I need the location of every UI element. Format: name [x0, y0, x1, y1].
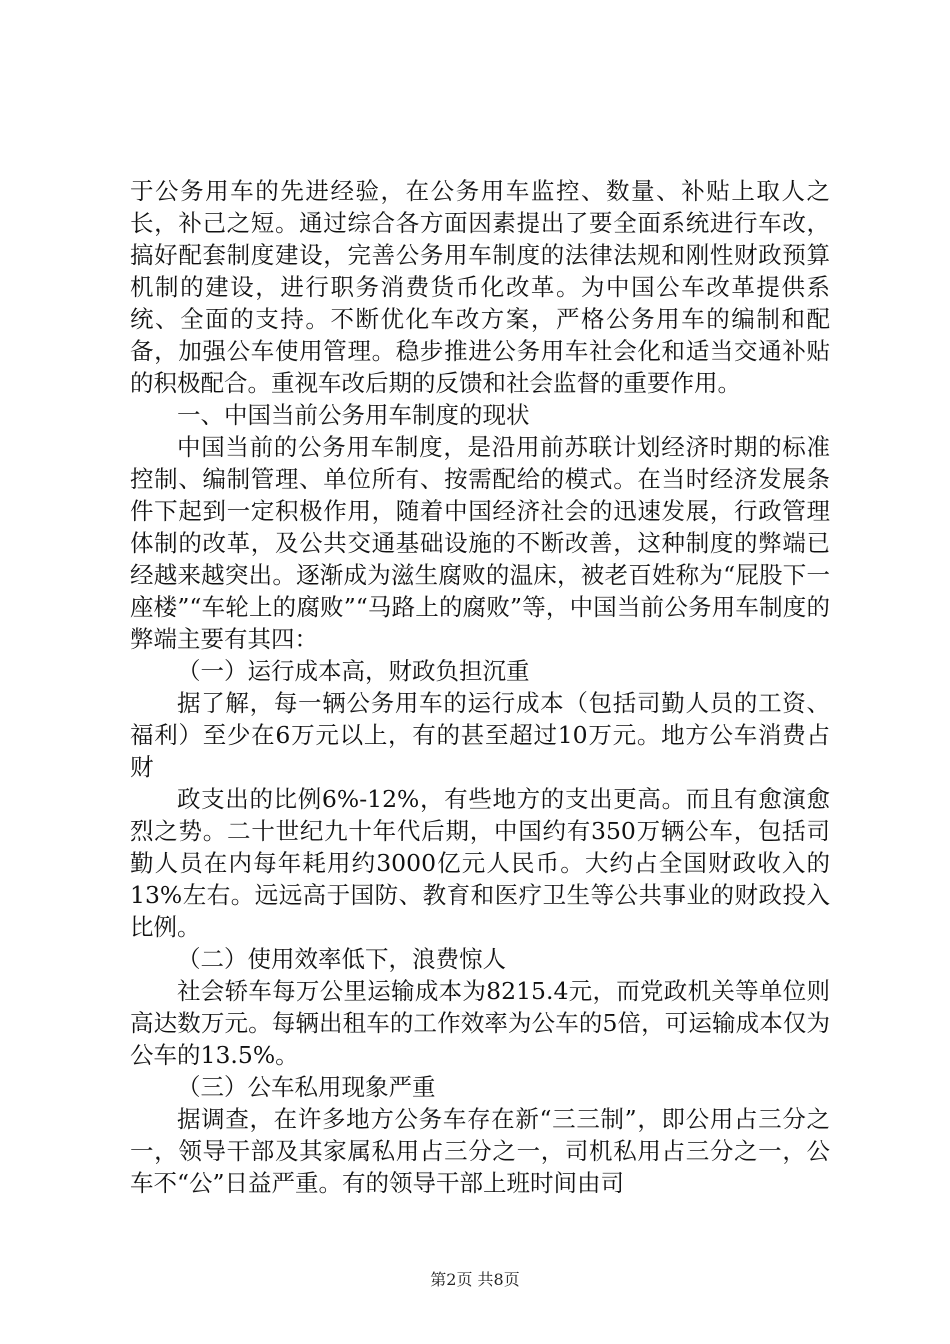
section-heading-status: 一、中国当前公务用车制度的现状: [177, 401, 530, 429]
subheading-low-efficiency: （二）使用效率低下，浪费惊人: [177, 945, 506, 973]
subheading-high-cost: （一）运行成本高，财政负担沉重: [177, 657, 530, 685]
subheading-private-use: （三）公车私用现象严重: [177, 1073, 436, 1101]
page-footer: 第2页 共8页: [430, 1270, 520, 1289]
paragraph-status: 中国当前的公务用车制度，是沿用前苏联计划经济时期的标准控制、编制管理、单位所有、按需配给的模式。在当时经济发展条件下起到一定积极作用，随着中国经济社会的迅速发展，行政管理体制的改革，及公共交通基础设施的不断改善，这种制度的弊端已经越来越突出。逐渐成为滋生腐败的温床，被老百姓称为“屁股下一座楼”“车轮上的腐败”“马路上的腐败”等，中国当前公务用车制度的弊端主要有其四：: [130, 433, 830, 653]
paragraph-cost-2: 政支出的比例6%-12%，有些地方的支出更高。而且有愈演愈烈之势。二十世纪九十年代后期，中国约有350万辆公车，包括司勤人员在内每年耗用约3000亿元人民币。大约占全国财政收入的13%左右。远远高于国防、教育和医疗卫生等公共事业的财政投入比例。: [130, 785, 830, 941]
document-body: [130, 175, 830, 1199]
paragraph-cost-1: 据了解，每一辆公务用车的运行成本（包括司勤人员的工资、福利）至少在6万元以上，有的甚至超过10万元。地方公车消费占财: [130, 689, 830, 781]
paragraph-intro: 于公务用车的先进经验，在公务用车监控、数量、补贴上取人之长，补己之短。通过综合各方面因素提出了要全面系统进行车改，搞好配套制度建设，完善公务用车制度的法律法规和刚性财政预算机制的建设，进行职务消费货币化改革。为中国公车改革提供系统、全面的支持。不断优化车改方案，严格公务用车的编制和配备，加强公车使用管理。稳步推进公务用车社会化和适当交通补贴的积极配合。重视车改后期的反馈和社会监督的重要作用。: [130, 177, 830, 397]
paragraph-efficiency: 社会轿车每万公里运输成本为8215.4元，而党政机关等单位则高达数万元。每辆出租车的工作效率为公车的5倍，可运输成本仅为公车的13.5%。: [130, 977, 830, 1069]
paragraph-private-use: 据调查，在许多地方公务车存在新“三三制”，即公用占三分之一，领导干部及其家属私用占三分之一，司机私用占三分之一，公车不“公”日益严重。有的领导干部上班时间由司: [130, 1105, 830, 1197]
